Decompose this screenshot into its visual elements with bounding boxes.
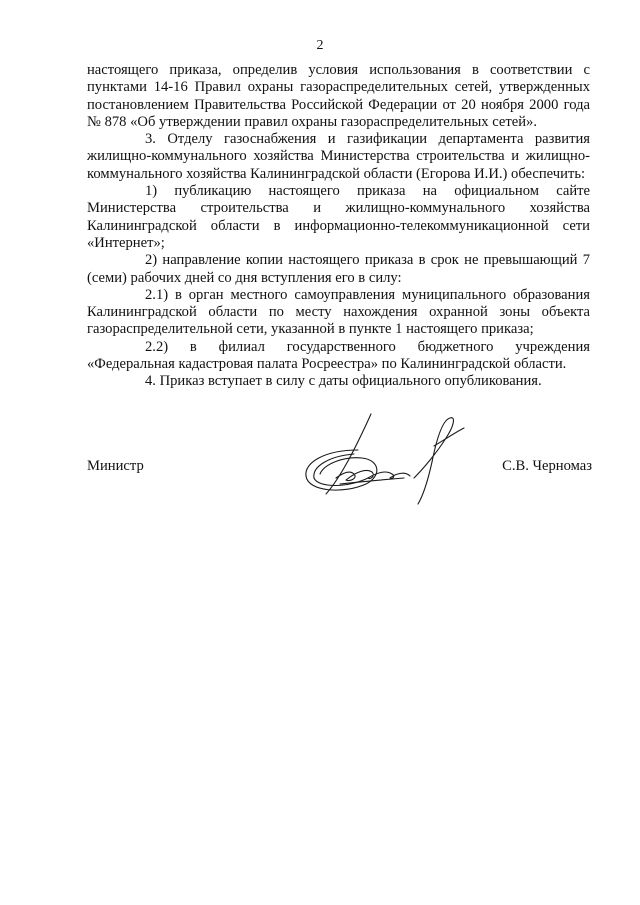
paragraph-intro-continuation: настоящего приказа, определив условия использования в соответствии с пунктами 14-16 Правил охраны газораспределительных сетей, утвержденных постановлением Правительства Российской Федерации от 20 ноября 2000 года № 878 «Об утверждении правил охраны газораспределительных сетей». <box>87 62 590 130</box>
document-body <box>87 62 590 391</box>
paragraph-subitem-1: 1) публикацию настоящего приказа на официальном сайте Министерства строительства и жилищно-коммунального хозяйства Калининградской области в информационно-телекоммуникационной сети «Интернет»; <box>87 183 590 251</box>
paragraph-subitem-2: 2) направление копии настоящего приказа в срок не превышающий 7 (семи) рабочих дней со дня вступления его в силу: <box>87 252 590 286</box>
paragraph-subitem-2-1: 2.1) в орган местного самоуправления муниципального образования Калининградской области по месту нахождения охранной зоны объекта газораспределительной сети, указанной в пункте 1 настоящего приказа; <box>87 286 590 338</box>
paragraph-subitem-2-2: 2.2) в филиал государственного бюджетного учреждения «Федеральная кадастровая палата Росреестра» по Калининградской области. <box>87 338 590 373</box>
handwritten-signature-icon <box>296 402 476 512</box>
signer-title: Министр <box>87 458 144 474</box>
paragraph-item-4: 4. Приказ вступает в силу с даты официального опубликования. <box>145 373 542 390</box>
page-number: 2 <box>316 38 324 53</box>
signer-name: С.В. Черномаз <box>502 458 592 474</box>
paragraph-item-3: 3. Отделу газоснабжения и газификации департамента развития жилищно-коммунального хозяйства Министерства строительства и жилищно-коммунального хозяйства Калининградской области (Егорова И.И.) обеспечить: <box>87 131 590 182</box>
